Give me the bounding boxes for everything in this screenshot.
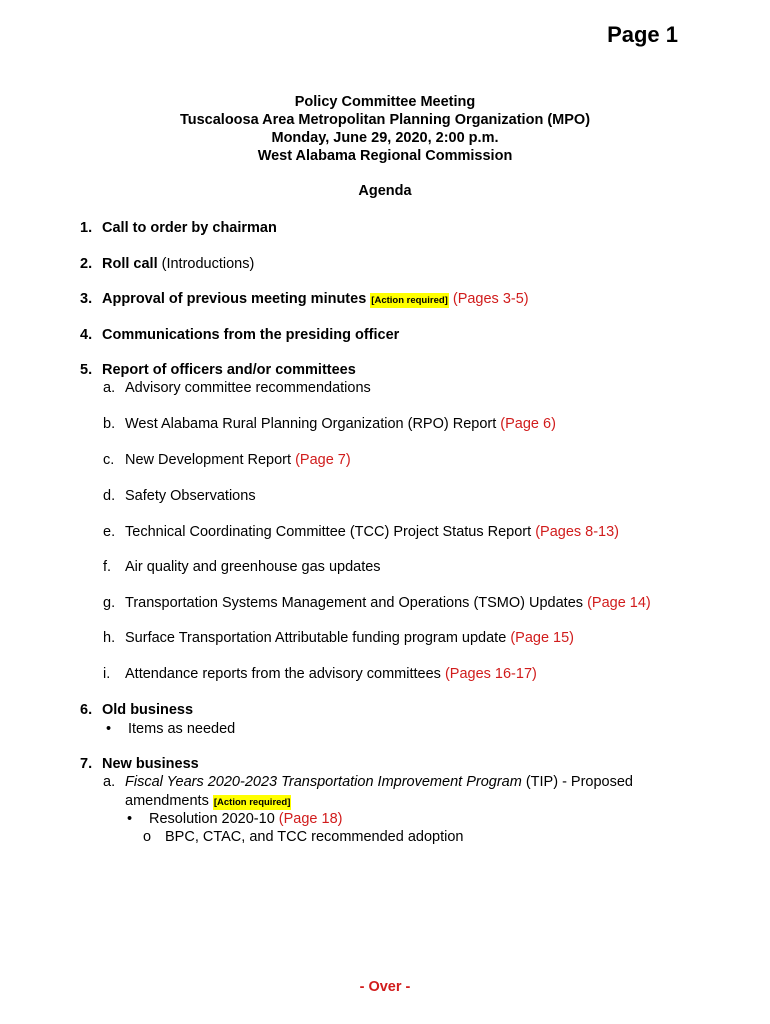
subitem-5c [103, 451, 351, 469]
item-note: (Introductions) [157, 256, 255, 272]
subitem-marker: f. [103, 559, 112, 575]
subitem-5d [103, 487, 256, 505]
subitem-marker: i. [103, 666, 111, 682]
subitem-5i [103, 665, 537, 683]
item-number: 5. [80, 362, 93, 378]
item-number: 3. [80, 291, 93, 307]
subitem-pages: (Page 7) [295, 452, 351, 468]
action-required-badge: [Action required] [213, 797, 291, 808]
subitem-pages: (Page 14) [587, 595, 651, 611]
subitem-marker: h. [103, 630, 116, 646]
subitem-pages: (Pages 8-13) [535, 524, 620, 540]
agenda-item-7 [80, 755, 199, 773]
subitem-text: Transportation Systems Management and Operations (TSMO) Updates [125, 595, 588, 611]
header-organization: Tuscaloosa Area Metropolitan Planning Organization (MPO) [179, 112, 591, 128]
subitem-pages: (Pages 16-17) [444, 666, 537, 682]
footer-over: - Over - [359, 979, 411, 995]
subitem-marker: g. [103, 595, 116, 611]
subitem-marker: a. [103, 380, 116, 396]
action-required-badge: [Action required] [371, 295, 448, 306]
item-title: New business [102, 756, 199, 772]
subitem-pages: (Page 6) [500, 416, 556, 432]
subitem-text: Advisory committee recommendations [125, 380, 371, 396]
agenda-item-1 [80, 219, 277, 237]
item-title: Approval of previous meeting minutes [102, 291, 367, 307]
subitem-program-title: Fiscal Years 2020-2023 Transportation Improvement Program [125, 774, 522, 790]
subitem-5e [103, 523, 619, 541]
subitem-7a-resolution [127, 810, 342, 828]
header-location: West Alabama Regional Commission [257, 148, 513, 164]
agenda-item-6 [80, 701, 193, 719]
item-number: 1. [80, 220, 93, 236]
subitem-marker: b. [103, 416, 116, 432]
item-title: Report of officers and/or committees [102, 362, 356, 378]
subitem-text: Safety Observations [125, 488, 256, 504]
item-title: Communications from the presiding officer [102, 327, 400, 343]
subitem-text: amendments [125, 793, 213, 809]
item-pages: (Pages 3-5) [452, 291, 529, 307]
bullet-marker: • [127, 811, 133, 827]
header-meeting-name: Policy Committee Meeting [294, 94, 476, 110]
agenda-item-5 [80, 361, 356, 379]
item-title: Call to order by chairman [102, 220, 277, 236]
subitem-5g [103, 594, 651, 612]
item-number: 2. [80, 256, 93, 272]
subitem-6-bullet [106, 720, 235, 738]
subitem-text: Items as needed [128, 721, 236, 737]
subitem-pages: (Page 18) [278, 811, 343, 827]
subitem-text: Technical Coordinating Committee (TCC) Project Status Report [125, 524, 536, 540]
subitem-text: (TIP) - Proposed [521, 774, 633, 790]
item-number: 4. [80, 327, 93, 343]
agenda-item-2 [80, 255, 254, 273]
circle-marker: o [143, 829, 152, 845]
subitem-text: Air quality and greenhouse gas updates [125, 559, 381, 575]
subitem-marker: e. [103, 524, 116, 540]
bullet-marker: • [106, 721, 112, 737]
subitem-5a [103, 379, 371, 397]
agenda-item-3 [80, 290, 529, 310]
header-date-time: Monday, June 29, 2020, 2:00 p.m. [271, 130, 499, 146]
subitem-7a-continued [125, 792, 291, 812]
agenda-item-4 [80, 326, 399, 344]
subitem-5h [103, 629, 574, 647]
agenda-title: Agenda [358, 183, 412, 199]
meeting-header [0, 93, 770, 165]
page-number: Page 1 [607, 22, 678, 47]
subitem-text: Resolution 2020-10 [149, 811, 279, 827]
item-title: Old business [102, 702, 194, 718]
subitem-text: West Alabama Rural Planning Organization (RPO) Report [125, 416, 501, 432]
subitem-text: New Development Report [125, 452, 296, 468]
item-number: 7. [80, 756, 93, 772]
subitem-5f [103, 558, 381, 576]
subitem-5b [103, 415, 556, 433]
subitem-7a-adoption [143, 828, 463, 846]
subitem-marker: a. [103, 774, 116, 790]
subitem-7a [103, 773, 633, 791]
item-title: Roll call [102, 256, 158, 272]
subitem-pages: (Page 15) [510, 630, 574, 646]
subitem-text: Surface Transportation Attributable funding program update [125, 630, 511, 646]
item-number: 6. [80, 702, 93, 718]
subitem-text: Attendance reports from the advisory committees [125, 666, 445, 682]
subitem-text: BPC, CTAC, and TCC recommended adoption [165, 829, 464, 845]
subitem-marker: c. [103, 452, 115, 468]
subitem-marker: d. [103, 488, 116, 504]
